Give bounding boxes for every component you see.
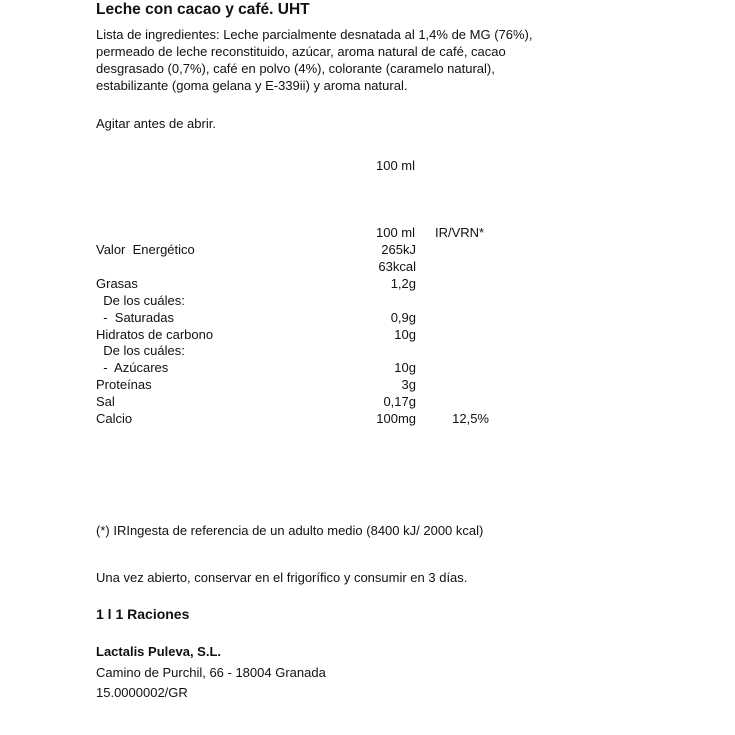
ingredients-line: desgrasado (0,7%), café en polvo (4%), colorante (caramelo natural), bbox=[96, 61, 495, 76]
nutrition-value: 10g bbox=[394, 326, 416, 342]
nutrition-label: Grasas bbox=[96, 275, 138, 291]
company-code: 15.0000002/GR bbox=[96, 685, 188, 700]
nutrition-value: 10g bbox=[394, 360, 416, 376]
nutrition-label: Hidratos de carbono bbox=[96, 326, 214, 342]
nutrition-label: Valor Energético bbox=[96, 242, 195, 257]
nutrition-value: 63kcal bbox=[378, 258, 416, 274]
ingredients-line: estabilizante (goma gelana y E-339ii) y aroma natural. bbox=[96, 78, 408, 93]
nutrition-label: De los cuáles: bbox=[96, 343, 185, 359]
table-header-ir: IR/VRN* bbox=[435, 225, 485, 240]
nutrition-ir-percent: 12,5% bbox=[452, 411, 489, 426]
nutrition-label: Proteínas bbox=[96, 377, 152, 393]
storage-note: Una vez abierto, conservar en el frigorífico y consumir en 3 días. bbox=[96, 570, 468, 585]
nutrition-value: 0,9g bbox=[390, 309, 416, 325]
nutrition-value: 0,17g bbox=[383, 394, 416, 410]
serving-header: 100 ml bbox=[376, 158, 416, 173]
ingredients-line: Lista de ingredientes: Leche parcialmente desnatada al 1,4% de MG (76%), bbox=[96, 27, 533, 42]
nutrition-value: 3g bbox=[401, 377, 416, 393]
company-name: Lactalis Puleva, S.L. bbox=[96, 644, 221, 659]
nutrition-label: - Azúcares bbox=[96, 360, 169, 376]
nutrition-label: De los cuáles: bbox=[96, 292, 185, 308]
nutrition-value: 265kJ bbox=[381, 242, 416, 257]
ingredients-line: permeado de leche reconstituido, azúcar, aroma natural de café, cacao bbox=[96, 44, 506, 59]
table-header-per: 100 ml bbox=[376, 225, 416, 240]
servings-info: 1 l 1 Raciones bbox=[96, 606, 190, 622]
nutrition-label: Calcio bbox=[96, 411, 133, 426]
nutrition-label: - Saturadas bbox=[96, 309, 175, 325]
company-address: Camino de Purchil, 66 - 18004 Granada bbox=[96, 665, 326, 680]
nutrition-value: 1,2g bbox=[390, 275, 416, 291]
nutrition-value: 100mg bbox=[376, 411, 416, 426]
ingredients-list bbox=[96, 26, 532, 94]
nutrition-label: Sal bbox=[96, 394, 115, 410]
footnote: (*) IRIngesta de referencia de un adulto medio (8400 kJ/ 2000 kcal) bbox=[96, 523, 484, 538]
shake-note: Agitar antes de abrir. bbox=[96, 116, 216, 131]
product-title: Leche con cacao y café. UHT bbox=[96, 1, 310, 18]
